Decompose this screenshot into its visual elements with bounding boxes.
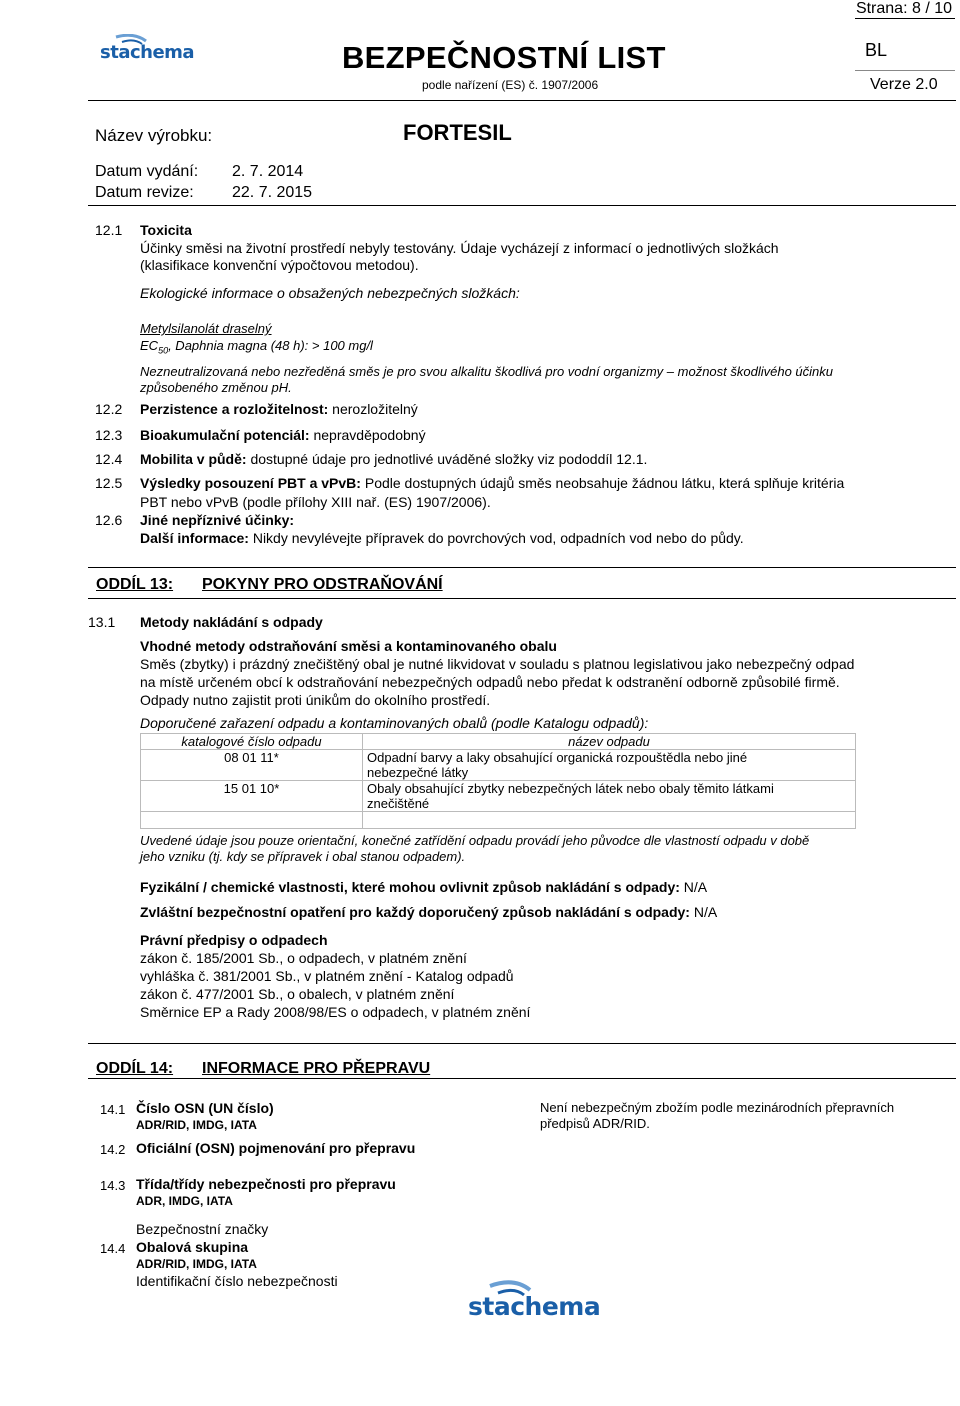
physical-properties-line: Fyzikální / chemické vlastnosti, které mohou ovlivnit způsob nakládání s odpady: N/A: [140, 879, 708, 895]
s13-1-title: Metody nakládání s odpady: [140, 614, 323, 630]
issue-date: 2. 7. 2014: [232, 163, 304, 180]
special-measures-line: Zvláštní bezpečnostní opatření pro každý doporučený způsob nakládání s odpady: N/A: [140, 904, 718, 920]
waste-note-2: jeho vzniku (tj. kdy se přípravek i obal stanou odpadem).: [140, 849, 466, 864]
safety-signs: Bezpečnostní značky: [136, 1221, 269, 1237]
law-item: vyhláška č. 381/2001 Sb., v platném znění - Katalog odpadů: [140, 968, 514, 984]
table-header-name: název odpadu: [363, 734, 856, 750]
eco-info-heading: Ekologické informace o obsažených nebezpečných složkách:: [140, 285, 520, 301]
s12-1-text-a: Účinky směsi na životní prostředí nebyly testovány. Údaje vycházejí z informací o jednotlivých složkách: [140, 240, 779, 256]
logo-text: stachema: [100, 42, 195, 63]
s12-1-title: Toxicita: [140, 222, 192, 238]
table-row: [141, 750, 856, 781]
s14-3-title: Třída/třídy nebezpečnosti pro přepravu: [136, 1176, 396, 1192]
disposal-text-2: na místě určeném obcí k odstraňování nebezpečných odpadů nebo předat k odstranění odborně způsobilé firmě.: [140, 674, 840, 690]
s14-4-modes: ADR/RID, IMDG, IATA: [136, 1257, 257, 1271]
s14-1-title: Číslo OSN (UN číslo): [136, 1100, 274, 1116]
revision-date-label: Datum revize:: [95, 184, 194, 201]
product-label: Název výrobku:: [95, 126, 213, 145]
section-13-title: POKYNY PRO ODSTRAŇOVÁNÍ: [202, 576, 443, 593]
disposal-methods-heading: Vhodné metody odstraňování směsi a kontaminovaného obalu: [140, 638, 557, 654]
s14-2-title: Oficiální (OSN) pojmenování pro přepravu: [136, 1140, 416, 1156]
s12-1-text-b: (klasifikace konvenční výpočtovou metodou).: [140, 257, 419, 273]
transport-note-1: Není nebezpečným zbožím podle mezinárodních přepravních: [540, 1100, 895, 1115]
table-row: [141, 781, 856, 812]
waste-law-heading: Právní předpisy o odpadech: [140, 932, 328, 948]
document-title: BEZPEČNOSTNÍ LIST: [342, 40, 666, 75]
s12-2-line: Perzistence a rozložitelnost: nerozložitelný: [140, 401, 418, 417]
waste-code: 15 01 10*: [141, 781, 363, 812]
s12-5-line-a: Výsledky posouzení PBT a vPvB: Podle dostupných údajů směs neobsahuje žádnou látku, která splňuje kritéria: [140, 475, 845, 491]
s12-2-number: 12.2: [95, 401, 123, 417]
waste-catalog-heading: Doporučené zařazení odpadu a kontaminovaných obalů (podle Katalogu odpadů):: [140, 715, 649, 731]
footer-stachema-logo: [468, 1280, 601, 1328]
table-row-empty: [141, 812, 856, 829]
regulation-subtitle: podle nařízení (ES) č. 1907/2006: [422, 78, 599, 92]
s14-4-number: 14.4: [100, 1241, 126, 1256]
s12-3-line: Bioakumulační potenciál: nepravděpodobný: [140, 427, 426, 443]
neutralization-b: způsobeného změnou pH.: [140, 380, 292, 395]
s14-3-number: 14.3: [100, 1178, 126, 1193]
waste-code: 08 01 11*: [141, 750, 363, 781]
s14-1-number: 14.1: [100, 1102, 126, 1117]
issue-date-label: Datum vydání:: [95, 163, 199, 180]
law-item: Směrnice EP a Rady 2008/98/ES o odpadech, v platném znění: [140, 1004, 531, 1020]
disposal-text-3: Odpady nutno zajistit proti únikům do okolního prostředí.: [140, 692, 491, 708]
section-14-title: INFORMACE PRO PŘEPRAVU: [202, 1060, 431, 1077]
s12-5-number: 12.5: [95, 475, 123, 491]
s12-4-number: 12.4: [95, 451, 123, 467]
s14-4-title: Obalová skupina: [136, 1239, 249, 1255]
revision-date: 22. 7. 2015: [232, 184, 313, 201]
waste-name: Obaly obsahující zbytky nebezpečných látek nebo obaly těmito látkami znečištěné: [363, 781, 856, 812]
s12-6-line: Další informace: Nikdy nevylévejte přípravek do povrchových vod, odpadních vod nebo do půdy.: [140, 530, 744, 546]
footer-logo-text: stachema: [468, 1292, 601, 1321]
waste-name: Odpadní barvy a laky obsahující organická rozpouštědla nebo jiné nebezpečné látky: [363, 750, 856, 781]
s12-4-line: Mobilita v půdě: dostupné údaje pro jednotlivé uváděné složky viz pododdíl 12.1.: [140, 451, 648, 467]
section-14-header: [88, 1043, 956, 1079]
waste-table: [140, 733, 856, 829]
s12-6-number: 12.6: [95, 512, 123, 528]
section-13-header: [88, 567, 956, 599]
transport-note-2: předpisů ADR/RID.: [540, 1116, 650, 1131]
table-header-code: katalogové číslo odpadu: [141, 734, 363, 750]
s12-1-number: 12.1: [95, 222, 123, 238]
bl-code: BL: [865, 40, 888, 60]
s12-3-number: 12.3: [95, 427, 123, 443]
stachema-logo: [100, 34, 195, 70]
law-item: zákon č. 477/2001 Sb., o obalech, v platném znění: [140, 986, 455, 1002]
hazard-id-number: Identifikační číslo nebezpečnosti: [136, 1273, 338, 1289]
disposal-text-1: Směs (zbytky) i prázdný znečištěný obal je nutné likvidovat v souladu s platnou legislativou jako nebezpečný odpad: [140, 656, 855, 672]
component-name: Metylsilanolát draselný: [140, 321, 272, 336]
table-header-row: [141, 734, 856, 750]
s14-3-modes: ADR, IMDG, IATA: [136, 1194, 233, 1208]
page-number: Strana: 8 / 10: [855, 0, 952, 17]
neutralization-a: Nezneutralizovaná nebo nezředěná směs je pro svou alkalitu škodlivá pro vodní organizmy – možnost škodlivého účinku: [140, 364, 833, 379]
waste-note-1: Uvedené údaje jsou pouze orientační, konečné zatřídění odpadu provádí jeho původce dle vlastností odpadu v době: [140, 833, 810, 848]
s12-6-title: Jiné nepříznivé účinky:: [140, 512, 295, 528]
s13-1-number: 13.1: [88, 614, 116, 630]
ec50-line: $EC_{50}$, Daphnia magna (48 h): > 100 mg/l: [140, 338, 373, 356]
s14-2-number: 14.2: [100, 1142, 126, 1157]
section-13-label: ODDÍL 13:: [96, 576, 174, 593]
s12-5-line-b: PBT nebo vPvB (podle přílohy XIII nař. (ES) 1907/2006).: [140, 494, 491, 510]
section-14-label: ODDÍL 14:: [96, 1060, 174, 1077]
s14-1-modes: ADR/RID, IMDG, IATA: [136, 1118, 257, 1132]
law-item: zákon č. 185/2001 Sb., o odpadech, v platném znění: [140, 950, 467, 966]
product-name: FORTESIL: [403, 120, 512, 145]
version: Verze 2.0: [870, 76, 938, 93]
